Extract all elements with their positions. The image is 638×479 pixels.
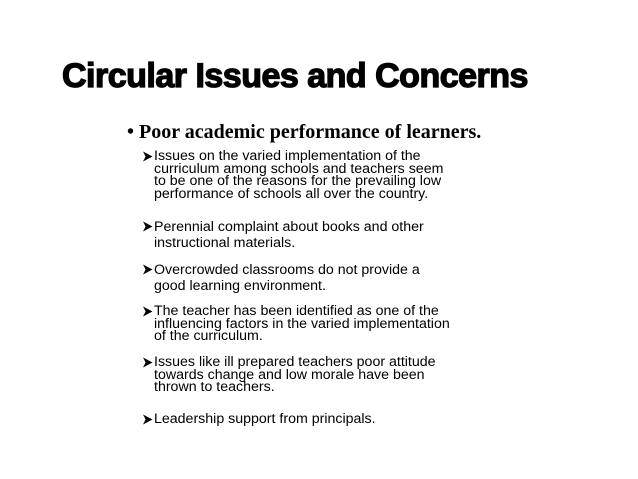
- sub-bullet-line: good learning environment.: [154, 277, 326, 294]
- sub-bullet-line: towards change and low morale have been: [154, 366, 425, 383]
- sub-bullet-item: [143, 220, 424, 251]
- sub-bullet-line: Perennial complaint about books and other: [154, 219, 424, 235]
- arrowhead-bullet-icon: [143, 357, 153, 368]
- arrowhead-bullet-icon: [143, 264, 153, 275]
- sub-bullet-line: curriculum among schools and teachers seem: [154, 160, 444, 177]
- slide-title: Circular Issues and Concerns: [62, 57, 528, 95]
- sub-bullet-item: [143, 263, 420, 294]
- main-bullet: [127, 120, 547, 144]
- arrowhead-bullet-icon: [143, 151, 153, 162]
- sub-bullet-item: [143, 305, 450, 343]
- sub-bullet-item: [143, 413, 376, 426]
- sub-bullet-line: Issues on the varied implementation of the: [154, 148, 421, 164]
- sub-bullet-line: The teacher has been identified as one of the: [154, 303, 439, 319]
- sub-bullet-line: to be one of the reasons for the prevailing low: [154, 173, 442, 189]
- sub-bullet-item: [143, 356, 436, 394]
- sub-bullet-line: Overcrowded classrooms do not provide a: [154, 262, 420, 278]
- sub-bullet-item: [143, 150, 443, 200]
- bullet-dot-icon: •: [127, 121, 135, 143]
- arrowhead-bullet-icon: [143, 414, 153, 425]
- main-bullet-text: Poor academic performance of learners.: [139, 121, 482, 143]
- sub-bullet-line: thrown to teachers.: [154, 379, 275, 395]
- sub-bullet-line: Issues like ill prepared teachers poor attitude: [154, 354, 436, 370]
- sub-bullet-line: instructional materials.: [154, 234, 296, 251]
- sub-bullet-line: influencing factors in the varied implementation: [154, 315, 450, 332]
- sub-bullet-line: performance of schools all over the country.: [154, 185, 429, 202]
- arrowhead-bullet-icon: [143, 221, 153, 232]
- sub-bullet-line: Leadership support from principals.: [154, 411, 376, 427]
- sub-bullet-line: of the curriculum.: [154, 328, 263, 344]
- arrowhead-bullet-icon: [143, 306, 153, 317]
